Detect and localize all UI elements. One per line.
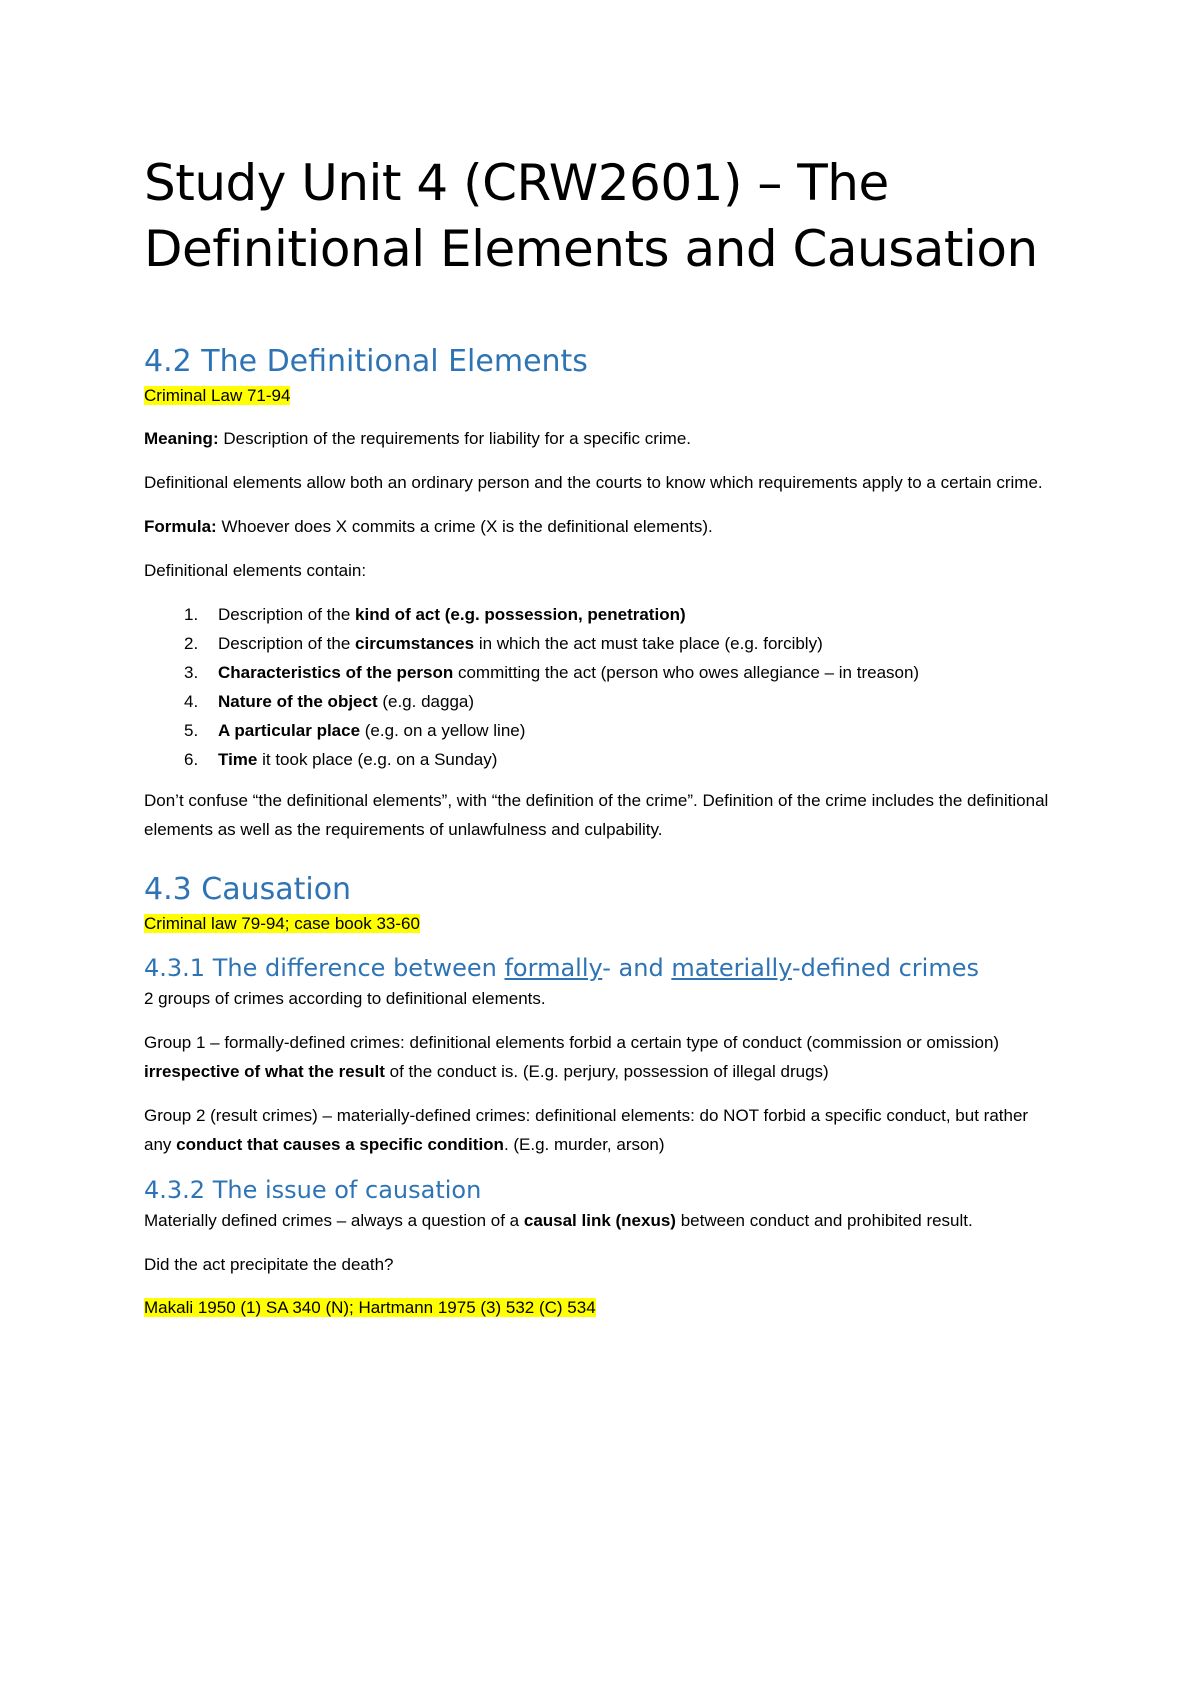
list-text: committing the act (person who owes allegiance – in treason) [453, 663, 920, 682]
formula-text: Whoever does X commits a crime (X is the definitional elements). [216, 517, 713, 536]
contain-paragraph: Definitional elements contain: [144, 561, 367, 580]
meaning-label: Meaning: [144, 429, 219, 448]
list-number: 5. [184, 721, 199, 740]
group-2-paragraph [144, 1101, 1059, 1159]
list-text: (e.g. on a yellow line) [360, 721, 526, 740]
list-number: 1. [184, 605, 199, 624]
heading-text: 4.3.1 The difference between [144, 954, 505, 982]
causation-paragraph [144, 1206, 1059, 1235]
group-1-paragraph [144, 1028, 1059, 1086]
list-text: it took place (e.g. on a Sunday) [257, 750, 498, 769]
list-item [144, 745, 1059, 774]
list-item [144, 629, 1059, 658]
meaning-paragraph [144, 424, 1059, 453]
definitional-elements-paragraph: Definitional elements allow both an ordinary person and the courts to know which requirements apply to a certain crime. [144, 473, 1043, 492]
list-bold-text: Time [218, 750, 258, 769]
paragraph-text: of the conduct is. (E.g. perjury, possession of illegal drugs) [384, 1062, 829, 1081]
page-title: Study Unit 4 (CRW2601) – The Definitional Elements and Causation [144, 154, 1038, 278]
list-number: 4. [184, 692, 199, 711]
bold-text: conduct that causes a specific condition [176, 1135, 504, 1154]
bold-text: irrespective of what the result [144, 1062, 385, 1081]
paragraph-text: Materially defined crimes – always a question of a [144, 1211, 524, 1230]
list-item [144, 600, 1059, 629]
highlighted-reference: Criminal Law 71-94 [144, 386, 291, 405]
heading-4-3-1 [144, 952, 1059, 984]
list-number: 3. [184, 663, 199, 682]
elements-list [144, 600, 1059, 774]
paragraph-text: between conduct and prohibited result. [675, 1211, 973, 1230]
case-reference [144, 1294, 1059, 1322]
list-text: Description of the [218, 605, 356, 624]
heading-4-3-2: 4.3.2 The issue of causation [144, 1176, 482, 1204]
list-text: in which the act must take place (e.g. forcibly) [474, 634, 823, 653]
formula-paragraph [144, 512, 1059, 541]
list-number: 6. [184, 750, 199, 769]
heading-text: -defined crimes [791, 954, 979, 982]
meaning-text: Description of the requirements for liability for a specific crime. [218, 429, 692, 448]
reference-4-2 [144, 382, 1059, 410]
list-item [144, 658, 1059, 687]
formula-label: Formula: [144, 517, 217, 536]
list-bold-text: Nature of the object [218, 692, 378, 711]
list-item [144, 716, 1059, 745]
list-text: Description of the [218, 634, 356, 653]
highlighted-reference: Makali 1950 (1) SA 340 (N); Hartmann 1975 (3) 532 (C) 534 [144, 1298, 596, 1317]
reference-4-3 [144, 910, 1059, 938]
paragraph-text: Group 1 – formally-defined crimes: definitional elements forbid a certain type of conduct (commission or omission) [144, 1033, 1000, 1052]
bold-text: causal link (nexus) [523, 1211, 676, 1230]
list-bold-text: A particular place [218, 721, 361, 740]
heading-4-3: 4.3 Causation [144, 872, 352, 907]
paragraph-text: Group 2 (result crimes) – materially-defined crimes: definitional elements: do NOT forbid a specific conduct, but rather any [144, 1106, 1029, 1154]
paragraph-text: . (E.g. murder, arson) [503, 1135, 665, 1154]
highlighted-reference: Criminal law 79-94; case book 33-60 [144, 914, 420, 933]
list-bold-text: kind of act (e.g. possession, penetration) [355, 605, 686, 624]
list-text: (e.g. dagga) [377, 692, 475, 711]
question-paragraph: Did the act precipitate the death? [144, 1255, 394, 1274]
list-number: 2. [184, 634, 199, 653]
groups-intro-paragraph: 2 groups of crimes according to definitional elements. [144, 989, 546, 1008]
dont-confuse-paragraph: Don’t confuse “the definitional elements”, with “the definition of the crime”. Definition of the crime includes the definitional elements as well as the requirements of unlawfulness and culpability. [144, 791, 1049, 839]
underlined-text: materially [671, 954, 792, 982]
list-item [144, 687, 1059, 716]
list-bold-text: Characteristics of the person [218, 663, 454, 682]
heading-4-2: 4.2 The Definitional Elements [144, 344, 588, 379]
heading-text: - and [602, 954, 672, 982]
list-bold-text: circumstances [355, 634, 475, 653]
underlined-text: formally [504, 954, 603, 982]
document-page [144, 150, 1059, 1336]
